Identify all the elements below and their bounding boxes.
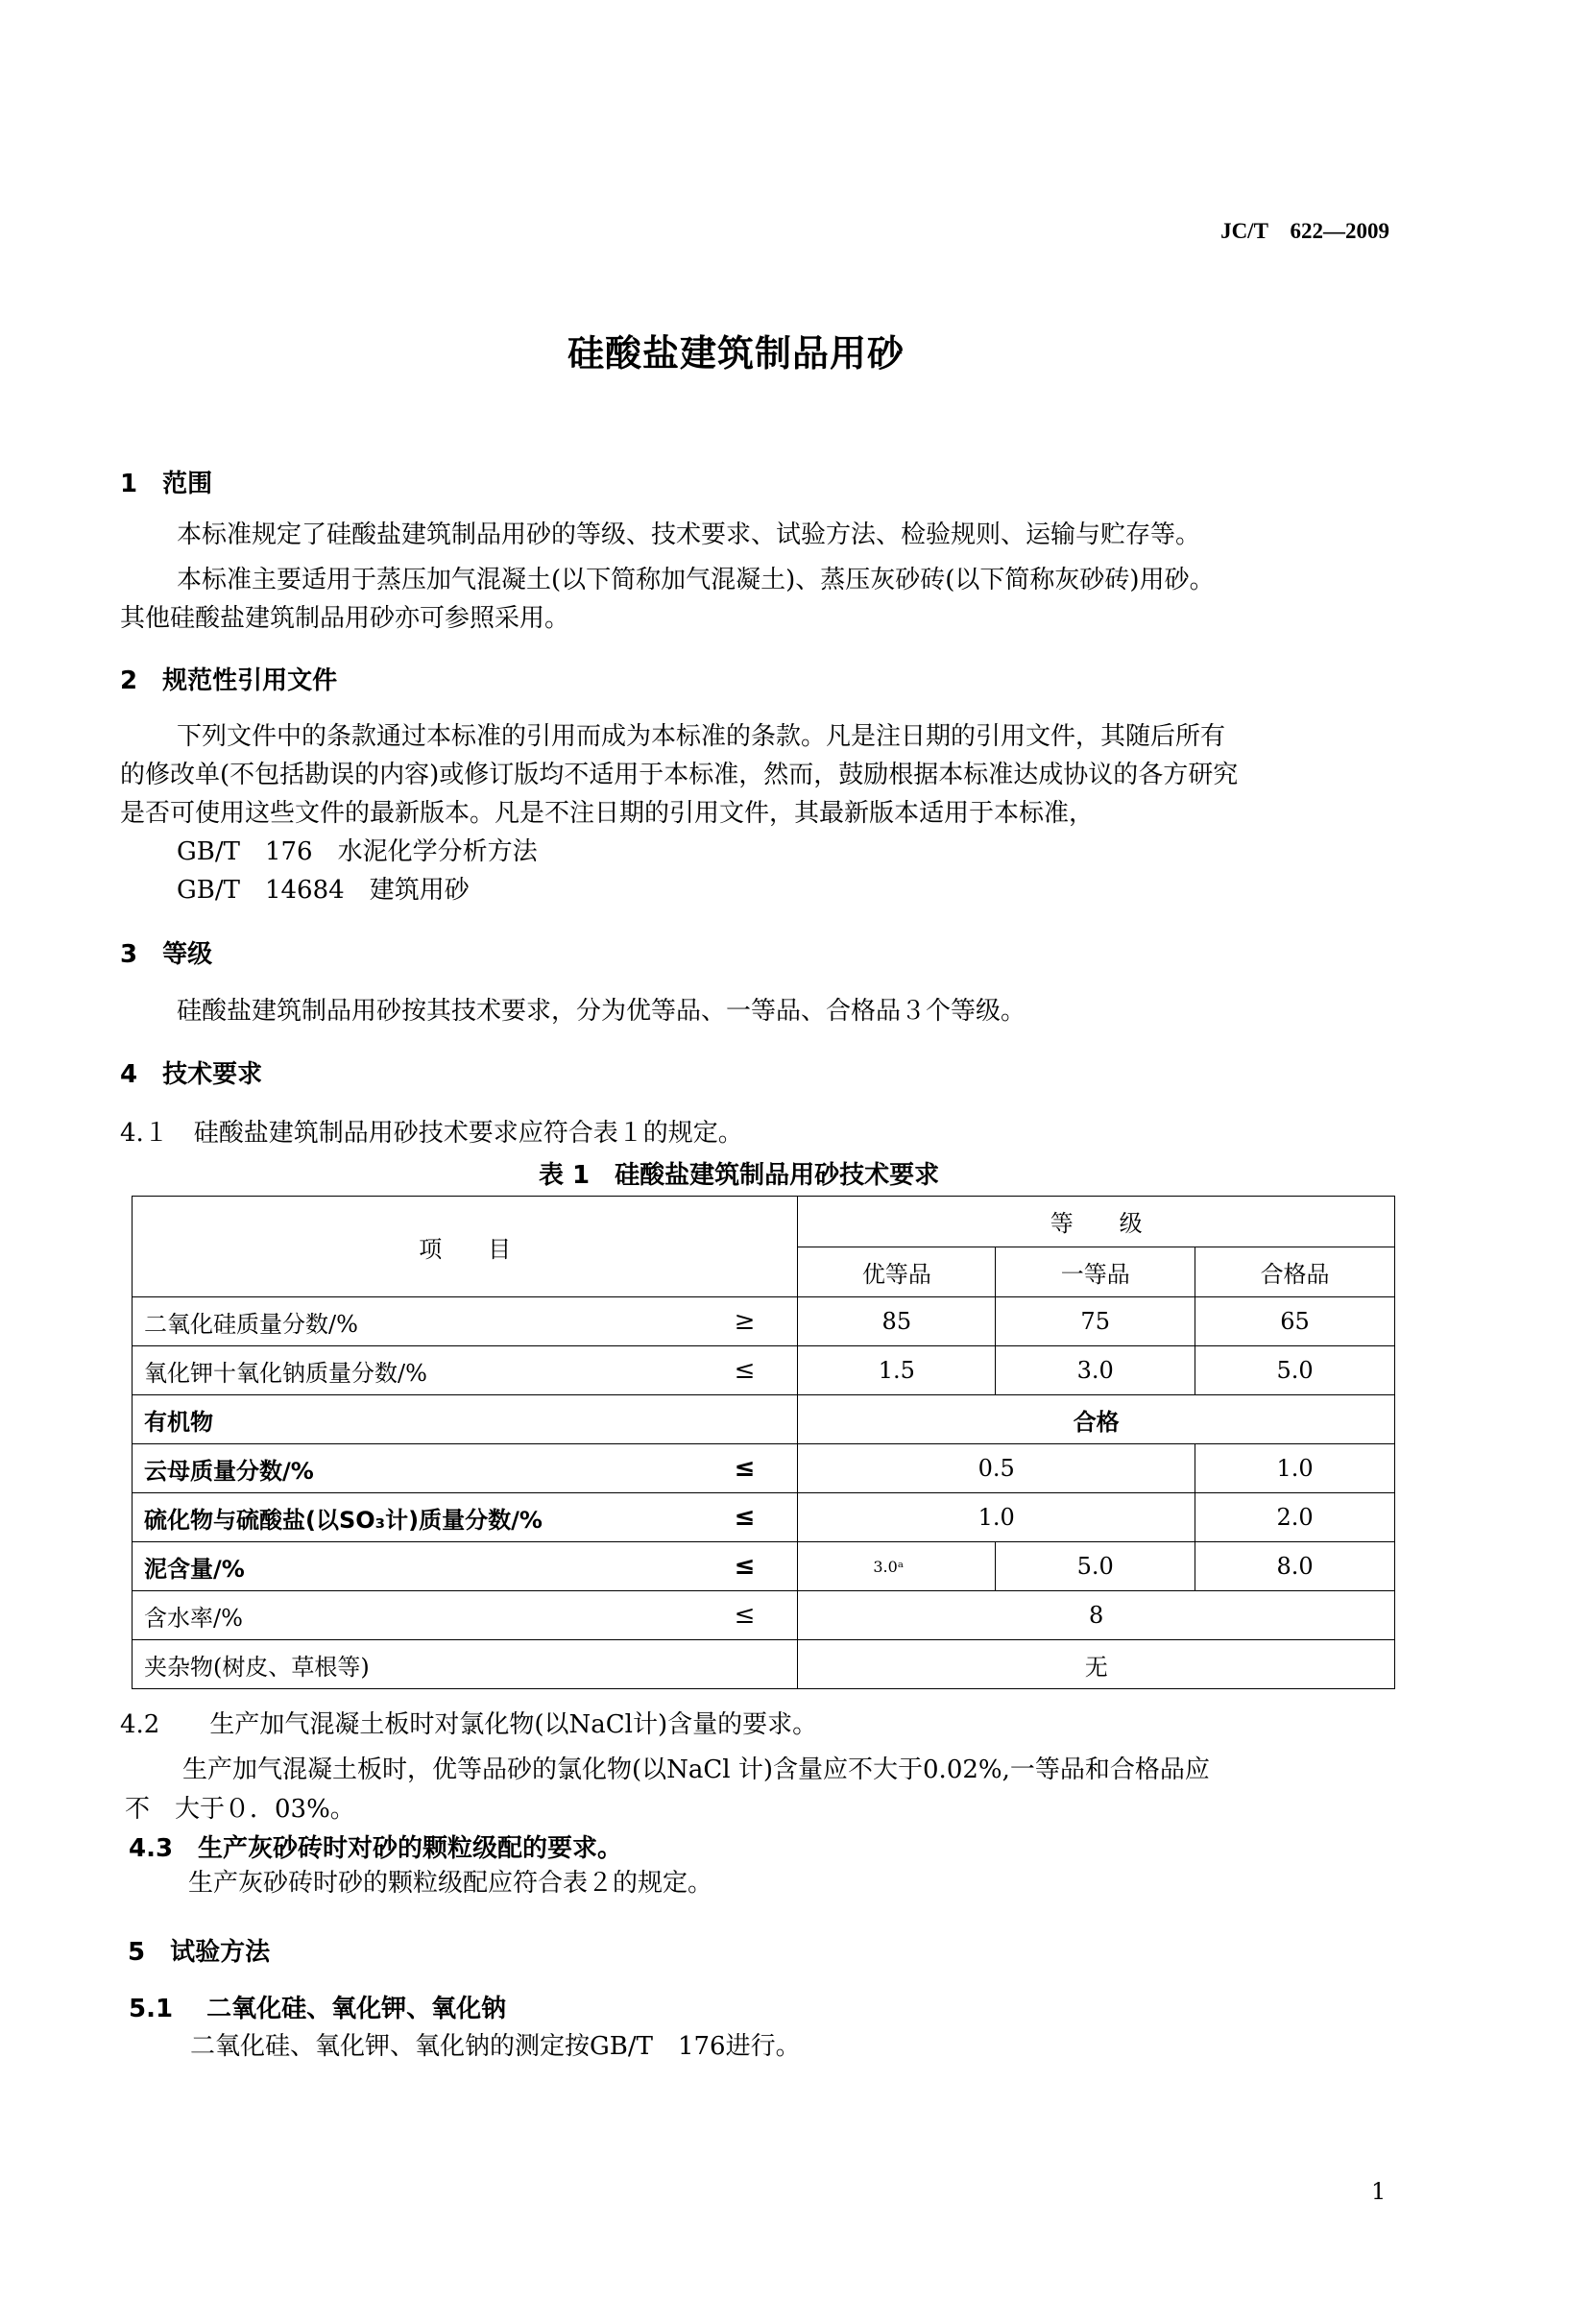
paragraph: 生产加气混凝土板时，优等品砂的氯化物(以NaCl 计)含量应不大于0.02%,一等品和合格品应 bbox=[182, 1755, 1210, 1784]
clause-4-2: 4.2 生产加气混凝土板时对氯化物(以NaCl计)含量的要求。 bbox=[120, 1710, 818, 1739]
paragraph: 下列文件中的条款通过本标准的引用而成为本标准的条款。凡是注日期的引用文件，其随后所有 bbox=[177, 722, 1226, 751]
header-grade-qualified: 合格品 bbox=[1195, 1247, 1395, 1297]
table-row bbox=[133, 1542, 1395, 1591]
row-item: 氧化钾十氧化钠质量分数/% ≤ bbox=[133, 1346, 798, 1395]
row-item: 二氧化硅质量分数/% ≥ bbox=[133, 1297, 798, 1346]
row-item: 泥含量/% ≤ bbox=[133, 1542, 798, 1591]
cell: 1.0 bbox=[1195, 1444, 1395, 1493]
clause-5-1: 5.1 二氧化硅、氧化钾、氧化钠 bbox=[129, 1995, 507, 2023]
cell: 1.5 bbox=[798, 1346, 996, 1395]
cell: 无 bbox=[798, 1640, 1395, 1689]
header-grade-first: 一等品 bbox=[996, 1247, 1195, 1297]
clause-4-3: 4.3 生产灰砂砖时对砂的颗粒级配的要求。 bbox=[129, 1834, 623, 1863]
cell: 8.0 bbox=[1195, 1542, 1395, 1591]
row-item: 有机物 bbox=[133, 1395, 798, 1444]
requirements-table bbox=[132, 1196, 1395, 1689]
comparison-symbol: ≤ bbox=[734, 1601, 756, 1630]
row-item: 含水率/% ≤ bbox=[133, 1591, 798, 1640]
cell: 8 bbox=[798, 1591, 1395, 1640]
table-row bbox=[133, 1297, 1395, 1346]
table-header-row bbox=[133, 1197, 1395, 1247]
standard-number: JC/T 622—2009 bbox=[1220, 219, 1389, 243]
cell: 合格 bbox=[798, 1395, 1395, 1444]
paragraph: 硅酸盐建筑制品用砂按其技术要求，分为优等品、一等品、合格品３个等级。 bbox=[177, 997, 1026, 1026]
paragraph: 本标准规定了硅酸盐建筑制品用砂的等级、技术要求、试验方法、检验规则、运输与贮存等。 bbox=[177, 520, 1201, 549]
comparison-symbol: ≤ bbox=[734, 1552, 756, 1581]
reference-item: GB/T 14684 建筑用砂 bbox=[177, 876, 470, 905]
cell: 5.0 bbox=[996, 1542, 1195, 1591]
row-item: 云母质量分数/% ≤ bbox=[133, 1444, 798, 1493]
document-title: 硅酸盐建筑制品用砂 bbox=[567, 332, 905, 375]
row-item: 硫化物与硫酸盐(以SO₃计)质量分数/% ≤ bbox=[133, 1493, 798, 1542]
cell: 85 bbox=[798, 1297, 996, 1346]
section-1-heading: 1 范围 bbox=[120, 470, 213, 498]
paragraph: 是否可使用这些文件的最新版本。凡是不注日期的引用文件，其最新版本适用于本标准， bbox=[120, 799, 1095, 828]
cell: 3.0 bbox=[996, 1346, 1195, 1395]
paragraph: 不 大于０．03%。 bbox=[125, 1795, 355, 1824]
table-row bbox=[133, 1346, 1395, 1395]
section-4-heading: 4 技术要求 bbox=[120, 1060, 263, 1089]
table-caption: 表 1 硅酸盐建筑制品用砂技术要求 bbox=[539, 1161, 940, 1190]
cell: 2.0 bbox=[1195, 1493, 1395, 1542]
section-2-heading: 2 规范性引用文件 bbox=[120, 666, 338, 695]
header-grade-premium: 优等品 bbox=[798, 1247, 996, 1297]
table-row bbox=[133, 1493, 1395, 1542]
cell: 5.0 bbox=[1195, 1346, 1395, 1395]
header-item: 项 目 bbox=[133, 1197, 798, 1297]
comparison-symbol: ≥ bbox=[734, 1307, 756, 1336]
comparison-symbol: ≤ bbox=[734, 1454, 756, 1483]
table-row bbox=[133, 1591, 1395, 1640]
cell: 1.0 bbox=[798, 1493, 1195, 1542]
table-row bbox=[133, 1640, 1395, 1689]
table-row bbox=[133, 1444, 1395, 1493]
paragraph: 的修改单(不包括勘误的内容)或修订版均不适用于本标准，然而，鼓励根据本标准达成协议的各方研究 bbox=[120, 761, 1239, 789]
table-row bbox=[133, 1395, 1395, 1444]
comparison-symbol: ≤ bbox=[734, 1356, 756, 1385]
section-3-heading: 3 等级 bbox=[120, 940, 213, 969]
paragraph: 生产灰砂砖时砂的颗粒级配应符合表２的规定。 bbox=[188, 1869, 713, 1898]
cell: 3.0ᵃ bbox=[798, 1542, 996, 1591]
paragraph: 本标准主要适用于蒸压加气混凝土(以下简称加气混凝土)、蒸压灰砂砖(以下简称灰砂砖)用砂。 bbox=[177, 566, 1215, 594]
cell: 0.5 bbox=[798, 1444, 1195, 1493]
page-number: 1 bbox=[1371, 2178, 1387, 2205]
reference-item: GB/T 176 水泥化学分析方法 bbox=[177, 837, 538, 866]
cell: 75 bbox=[996, 1297, 1195, 1346]
paragraph: 二氧化硅、氧化钾、氧化钠的测定按GB/T 176进行。 bbox=[190, 2032, 801, 2061]
row-item: 夹杂物(树皮、草根等) bbox=[133, 1640, 798, 1689]
paragraph: 其他硅酸盐建筑制品用砂亦可参照采用。 bbox=[120, 604, 570, 633]
clause-4-1: 4.１ 硅酸盐建筑制品用砂技术要求应符合表１的规定。 bbox=[120, 1119, 743, 1148]
comparison-symbol: ≤ bbox=[734, 1503, 756, 1532]
header-grade: 等 级 bbox=[798, 1197, 1395, 1247]
section-5-heading: 5 试验方法 bbox=[128, 1938, 271, 1967]
cell: 65 bbox=[1195, 1297, 1395, 1346]
